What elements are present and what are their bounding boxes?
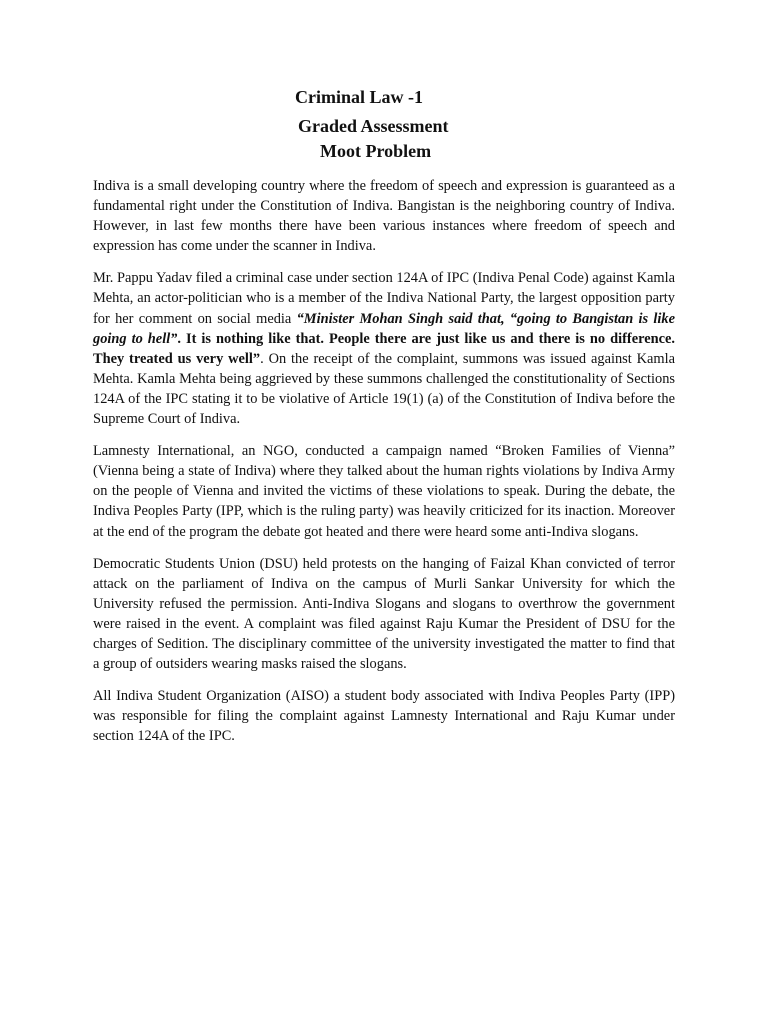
quoted-comment-italic: “Minister Mohan Singh said that, “going to Bangistan is like going to hell”	[93, 310, 675, 347]
paragraph-dsu: Democratic Students Union (DSU) held protests on the hanging of Faizal Khan convicted of terror attack on the parliament of Indiva on the campus of Murli Sankar University for which the University refused the permission. Anti-Indiva Slogans and slogans to overthrow the government were raised in the event. A complaint was filed against Raju Kumar the President of DSU for the charges of Sedition. The disciplinary committee of the university investigated the matter to find that a group of outsiders wearing masks raised the slogans.	[93, 555, 675, 673]
paragraph-text: . On the receipt of the complaint, summons was issued against Kamla Mehta. Kamla Mehta being aggrieved by these summons challenged the constitutionality of Sections 124A of the IPC stating it to be violative of Article 19(1) (a) of the Constitution of Indiva before the Supreme Court of Indiva.	[93, 350, 675, 428]
document-body	[93, 176, 675, 758]
assessment-title: Graded Assessment	[298, 116, 449, 136]
moot-problem-title: Moot Problem	[320, 141, 432, 161]
paragraph-lamnesty: Lamnesty International, an NGO, conducted a campaign named “Broken Families of Vienna” (Vienna being a state of Indiva) where they talked about the human rights violations by Indiva Army on the people of Vienna and invited the victims of these violations to speak. During the debate, the Indiva Peoples Party (IPP, which is the ruling party) was heavily criticized for its inaction. Moreover at the end of the program the debate got heated and there were heard some anti-Indiva slogans.	[93, 443, 675, 540]
paragraph-case-kamla-mehta	[93, 268, 675, 429]
paragraph-text: Mr. Pappu Yadav filed a criminal case under section 124A of IPC (Indiva Penal Code) against Kamla Mehta, an actor-politician who is a member of the Indiva National Party, the largest opposition party for her comment on social media	[93, 270, 675, 327]
course-title: Criminal Law -1	[295, 87, 423, 107]
quoted-comment-bold: . It is nothing like that. People there are just like us and there is no difference. They treated us very well”	[93, 330, 675, 367]
paragraph-intro: Indiva is a small developing country where the freedom of speech and expression is guaranteed as a fundamental right under the Constitution of Indiva. Bangistan is the neighboring country of Indiva. However, in last few months there have been various instances where freedom of speech and expression has come under the scanner in Indiva.	[93, 178, 675, 255]
paragraph-aiso: All Indiva Student Organization (AISO) a student body associated with Indiva Peoples Party (IPP) was responsible for filing the complaint against Lamnesty International and Raju Kumar under section 124A of the IPC.	[93, 688, 675, 745]
